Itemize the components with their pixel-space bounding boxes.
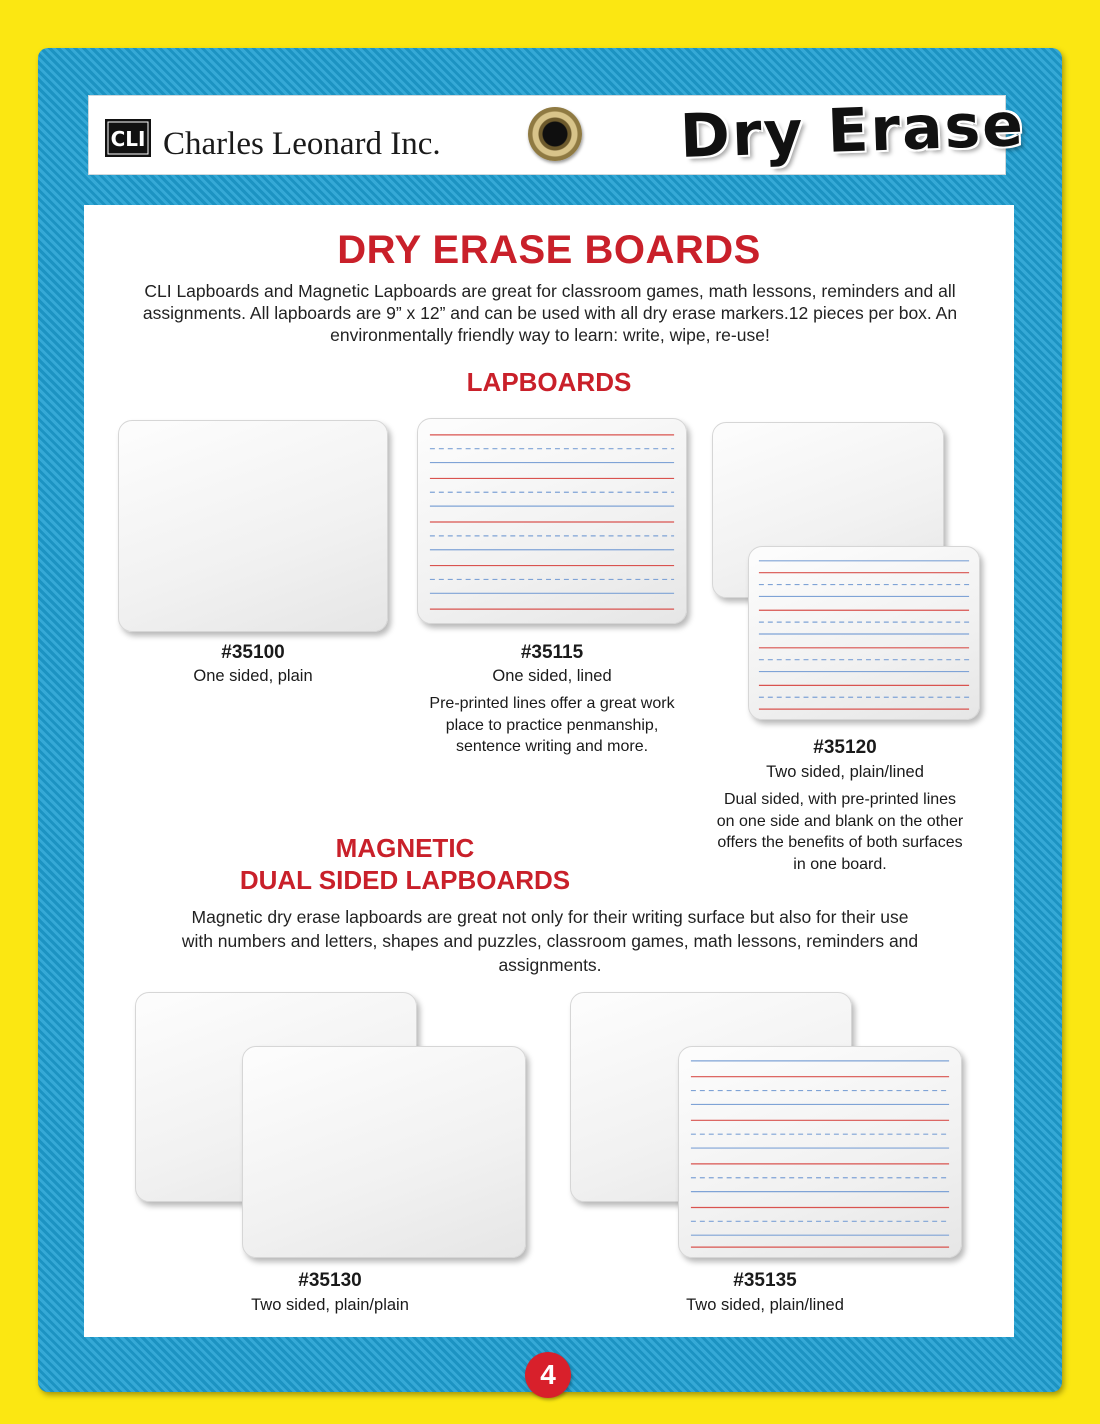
magnetic-heading-line1: MAGNETIC [335, 833, 475, 863]
board-35115-image [417, 418, 687, 624]
item-number-35120: #35120 [813, 737, 877, 758]
company-name: Charles Leonard Inc. [163, 126, 441, 162]
cli-logo-icon [105, 115, 151, 161]
item-number-35135: #35135 [733, 1270, 797, 1291]
category-title: Dry Erase [678, 90, 1026, 172]
item-desc-35120: Two sided, plain/lined [766, 763, 924, 781]
intro-paragraph: CLI Lapboards and Magnetic Lapboards are great for classroom games, math lessons, reminders and all assignments. All lapboards are 9” x 12” and can be used with all dry erase markers.12 pieces per box. An environmentally friendly way to learn: write, wipe, re-use! [142, 281, 958, 345]
item-note-35120: Dual sided, with pre-printed lines on one side and blank on the other offers the benefits of both surfaces in one board. [716, 791, 964, 873]
item-number-35130: #35130 [298, 1270, 362, 1291]
magnetic-heading-line2: DUAL SIDED LAPBOARDS [239, 865, 571, 895]
ruled-lines-icon [749, 547, 979, 719]
magnetic-intro: Magnetic dry erase lapboards are great not only for their writing surface but also for their use with numbers and letters, shapes and puzzles, classroom games, math lessons, reminders and assignments. [181, 907, 919, 975]
ruled-lines-icon [418, 419, 686, 623]
board-35120-front-image [748, 546, 980, 720]
ruled-lines-icon [679, 1047, 961, 1257]
grommet-icon [528, 107, 582, 161]
magnetic-heading [200, 832, 610, 896]
board-35135-front-image [678, 1046, 962, 1258]
item-number-35100: #35100 [221, 642, 285, 663]
item-desc-35100: One sided, plain [193, 667, 313, 685]
lapboards-heading: LAPBOARDS [466, 367, 632, 397]
item-desc-35135: Two sided, plain/lined [686, 1296, 844, 1314]
board-35130-front-image [242, 1046, 526, 1258]
item-desc-35115: One sided, lined [492, 667, 612, 685]
svg-text:CLI: CLI [110, 127, 146, 151]
item-number-35115: #35115 [520, 642, 584, 663]
page-number-badge: 4 [525, 1352, 571, 1398]
item-desc-35130: Two sided, plain/plain [251, 1296, 409, 1314]
page-title: DRY ERASE BOARDS [337, 228, 761, 272]
item-note-35115: Pre-printed lines offer a great work place to practice penmanship, sentence writing and more. [429, 695, 675, 755]
board-35100-image [118, 420, 388, 632]
